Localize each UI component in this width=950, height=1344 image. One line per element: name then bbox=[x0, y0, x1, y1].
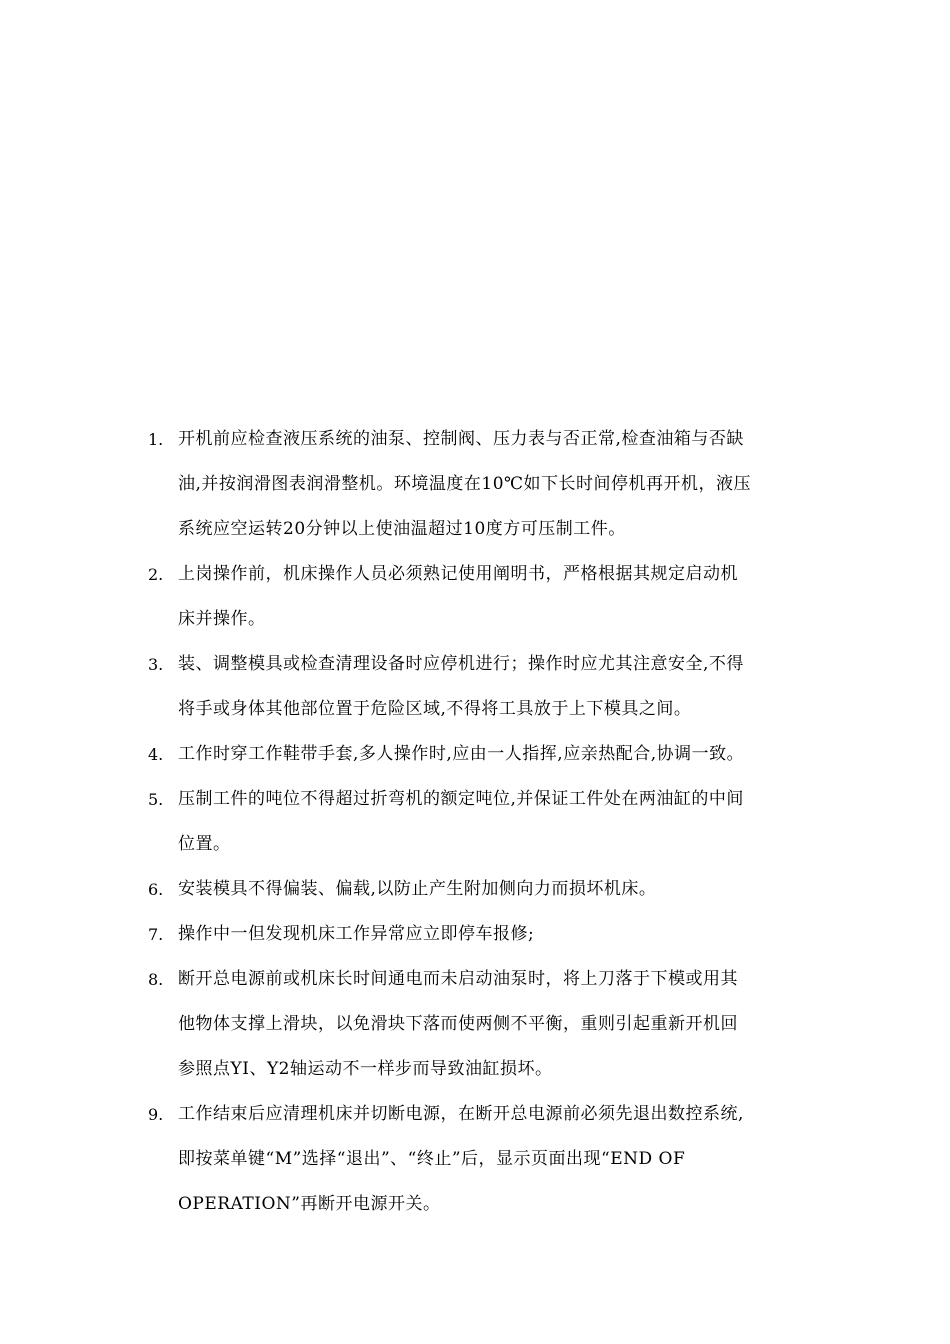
list-item bbox=[148, 777, 828, 867]
list-item bbox=[148, 867, 828, 912]
text-line: 操作中一但发现机床工作异常应立即停车报修; bbox=[178, 924, 535, 944]
safety-rules-list bbox=[148, 417, 828, 1227]
text-line: 压制工件的吨位不得超过折弯机的额定吨位,并保证工件处在两油缸的中间 bbox=[178, 789, 744, 809]
list-item bbox=[148, 957, 828, 1092]
list-item-text bbox=[178, 417, 828, 552]
text-line: 参照点YI、Y2轴运动不一样步而导致油缸损坏。 bbox=[178, 1059, 553, 1079]
list-item-text bbox=[178, 912, 828, 957]
text-line: 位置。 bbox=[178, 834, 231, 854]
list-item-number: 1. bbox=[148, 430, 164, 449]
text-line: 系统应空运转20分钟以上使油温超过10度方可压制工件。 bbox=[178, 519, 626, 539]
list-item bbox=[148, 912, 828, 957]
text-line: OPERATION”再断开电源开关。 bbox=[178, 1194, 441, 1214]
text-line: 工作时穿工作鞋带手套,多人操作时,应由一人指挥,应亲热配合,协调一致。 bbox=[178, 744, 745, 764]
list-item bbox=[148, 552, 828, 642]
text-line: 油,并按润滑图表润滑整机。环境温度在10℃如下长时间停机再开机，液压 bbox=[178, 474, 752, 494]
text-line: 上岗操作前，机床操作人员必须熟记使用阐明书，严格根据其规定启动机 bbox=[178, 564, 738, 584]
list-item-text bbox=[178, 552, 828, 642]
text-line: 工作结束后应清理机床并切断电源，在断开总电源前必须先退出数控系统, bbox=[178, 1104, 744, 1124]
list-item-number: 9. bbox=[148, 1105, 164, 1124]
list-item bbox=[148, 417, 828, 552]
text-line: 他物体支撑上滑块，以免滑块下落而使两侧不平衡，重则引起重新开机回 bbox=[178, 1014, 738, 1034]
list-item bbox=[148, 1092, 828, 1227]
text-line: 断开总电源前或机床长时间通电而未启动油泵时，将上刀落于下模或用其 bbox=[178, 969, 738, 989]
text-line: 将手或身体其他部位置于危险区域,不得将工具放于上下模具之间。 bbox=[178, 699, 692, 719]
list-item-text bbox=[178, 867, 828, 912]
list-item-number: 3. bbox=[148, 655, 164, 674]
list-item-text bbox=[178, 777, 828, 867]
list-item-text bbox=[178, 957, 828, 1092]
list-item-text bbox=[178, 1092, 828, 1227]
list-item-number: 7. bbox=[148, 925, 164, 944]
text-line: 床并操作。 bbox=[178, 609, 266, 629]
list-item-text bbox=[178, 642, 828, 732]
list-item-number: 5. bbox=[148, 790, 164, 809]
list-item-number: 8. bbox=[148, 970, 164, 989]
text-line: 装、调整模具或检查清理设备时应停机进行；操作时应尤其注意安全,不得 bbox=[178, 654, 744, 674]
list-item bbox=[148, 732, 828, 777]
text-line: 安装模具不得偏装、偏载,以防止产生附加侧向力而损坏机床。 bbox=[178, 879, 657, 899]
list-item-number: 4. bbox=[148, 745, 164, 764]
list-item-text bbox=[178, 732, 828, 777]
text-line: 开机前应检查液压系统的油泵、控制阀、压力表与否正常,检查油箱与否缺 bbox=[178, 429, 744, 449]
list-item-number: 6. bbox=[148, 880, 164, 899]
list-item bbox=[148, 642, 828, 732]
text-line: 即按菜单键“M”选择“退出”、“终止”后，显示页面出现“END OF bbox=[178, 1149, 686, 1169]
list-item-number: 2. bbox=[148, 565, 164, 584]
